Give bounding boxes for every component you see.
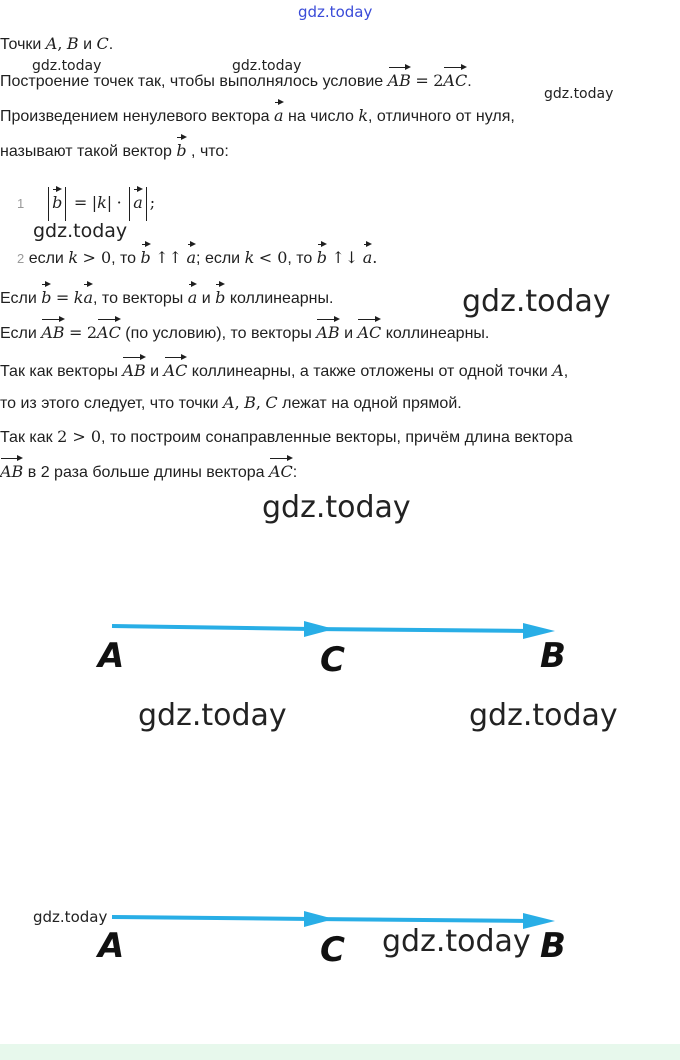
watermark-large-2: gdz.today	[262, 490, 411, 525]
ratio-vector-AC: AC	[269, 455, 293, 480]
point-C: C	[96, 34, 109, 53]
cdot: ·	[116, 193, 122, 212]
cl1-mid: , то векторы	[93, 290, 184, 307]
def-part3: , отличного от нуля,	[368, 108, 515, 125]
since2-prefix: Так как	[0, 429, 53, 446]
cond-mid: (по условию), то векторы	[125, 325, 312, 342]
build-prefix: Построение точек так, чтобы выполнялось условие	[0, 73, 384, 90]
watermark-small-1: gdz.today	[32, 58, 102, 74]
vector-AB: AB	[388, 64, 411, 89]
item2-vector-b2: b	[317, 241, 327, 266]
cond-vector-AC: AC	[97, 316, 121, 341]
condition-line	[0, 316, 489, 343]
def-part2: на число	[287, 108, 354, 125]
cond-and: и	[344, 325, 353, 342]
intro-line: Точки A, B и C.	[0, 34, 114, 53]
item2-lt0: < 0	[258, 248, 288, 267]
arrow-CB-line	[312, 629, 530, 631]
cond-vector-AC2: AC	[357, 316, 381, 341]
def-line2-prefix: называют такой вектор	[0, 143, 172, 160]
watermark-medium-1: gdz.today	[33, 220, 128, 242]
cl1-vector-a2: a	[188, 281, 198, 306]
ratio-mid: в 2 раза больше длины вектора	[27, 464, 265, 481]
number-k: k	[358, 106, 369, 125]
follow-prefix: то из этого следует, что точки	[0, 395, 219, 412]
watermark-large-1: gdz.today	[462, 284, 611, 319]
cond-collinear: коллинеарны.	[385, 325, 490, 342]
diagram1-label-B: B	[540, 636, 566, 676]
watermark-small-3: gdz.today	[544, 86, 614, 102]
since-point-A: A	[552, 361, 564, 380]
item2-then2: , то	[287, 250, 313, 267]
item2-k2: k	[244, 248, 255, 267]
definition-line-1	[0, 99, 515, 126]
follow-suffix: лежат на одной прямой.	[282, 395, 462, 412]
watermark-large-4: gdz.today	[469, 698, 618, 733]
since-vector-AC: AC	[164, 354, 188, 379]
ratio-line	[0, 455, 297, 482]
since-line: Так как векторы AB и AC коллинеарны, а также отложены от одной точки A,	[0, 354, 568, 381]
diagram2-label-C: C	[320, 930, 345, 970]
collinear-line-1	[0, 281, 333, 308]
follow-line: то из этого следует, что точки A, B, C лежат на одной прямой.	[0, 393, 462, 412]
def-line2-suffix: , что:	[191, 143, 229, 160]
abs-vector-a: a	[133, 186, 143, 211]
build-line: Построение точек так, чтобы выполнялось условие AB = 2AC.	[0, 64, 472, 91]
item2-k: k	[68, 248, 79, 267]
since2-line	[0, 427, 573, 447]
since-suffix: коллинеарны, а также отложены от одной точки	[191, 363, 548, 380]
def-part1: Произведением ненулевого вектора	[0, 108, 270, 125]
list-item-2	[17, 241, 377, 268]
footer-bar	[0, 1044, 680, 1060]
since2-ineq: 2 > 0	[57, 427, 102, 446]
watermark-large-5: gdz.today	[382, 924, 531, 959]
cl1-vector-b: b	[41, 281, 51, 306]
if-label-1: Если	[0, 290, 37, 307]
since-vector-AB: AB	[122, 354, 145, 379]
diagram1-label-A: A	[98, 636, 125, 676]
vector-b: b	[176, 134, 186, 159]
watermark-top: gdz.today	[298, 3, 373, 21]
vector-a: a	[274, 99, 284, 124]
point-A: A	[45, 34, 58, 53]
item2-semicolon: ; если	[196, 250, 241, 267]
item2-gt0: > 0	[82, 248, 112, 267]
equals-sign-2: =	[73, 193, 88, 212]
arrow-AC-line	[112, 626, 312, 629]
point-B: B	[66, 34, 79, 53]
since2-mid: , то построим сонаправленные векторы, причём длина вектора	[101, 429, 573, 446]
item2-dot: .	[372, 248, 378, 267]
cl1-vector-a: a	[83, 281, 93, 306]
codirected-sign: ↑↑	[155, 248, 183, 267]
watermark-large-3: gdz.today	[138, 698, 287, 733]
cond-eq: =	[68, 323, 83, 342]
abs-vector-b: b	[52, 186, 62, 211]
vector-AC: AC	[443, 64, 467, 89]
cl1-eq: =	[55, 288, 70, 307]
list-item-1	[17, 186, 155, 221]
watermark-small-2: gdz.today	[232, 58, 302, 74]
definition-line-2	[0, 134, 229, 161]
opposite-sign: ↑↓	[331, 248, 359, 267]
list-number-1: 1	[17, 196, 25, 211]
equals-sign: =	[415, 71, 429, 90]
cl1-and: и	[201, 290, 211, 307]
diagram1-label-C: C	[320, 640, 345, 680]
since-prefix: Так как векторы	[0, 363, 118, 380]
list-number-2: 2	[17, 251, 25, 266]
arrow2-AC-line	[112, 917, 312, 919]
item2-vector-a: a	[187, 241, 197, 266]
item2-vector-b: b	[141, 241, 151, 266]
abs-k: |k|	[91, 193, 113, 212]
follow-A: A	[223, 393, 235, 412]
since-and: и	[150, 363, 160, 380]
diagram2-label-B: B	[540, 926, 566, 966]
arrow2-CB-line	[312, 919, 530, 921]
watermark-small-4: gdz.today	[33, 908, 108, 926]
intro-and: и	[83, 36, 93, 53]
coef-2: 2	[433, 71, 444, 90]
intro-prefix: Точки	[0, 36, 42, 53]
item2-if: если	[28, 250, 64, 267]
ratio-vector-AB: AB	[0, 455, 23, 480]
semicolon: ;	[149, 193, 156, 212]
item2-vector-a2: a	[363, 241, 373, 266]
cond-vector-AB2: AB	[316, 316, 339, 341]
cl1-k: k	[73, 288, 84, 307]
diagram2-label-A: A	[98, 926, 125, 966]
cond-2: 2	[86, 323, 98, 342]
cl1-collinear: коллинеарны.	[229, 290, 334, 307]
cond-vector-AB: AB	[41, 316, 64, 341]
cl1-vector-b2: b	[215, 281, 225, 306]
follow-B: B	[244, 393, 256, 412]
ratio-end: :	[292, 464, 298, 481]
if-label-2: Если	[0, 325, 37, 342]
item2-then: , то	[111, 250, 137, 267]
follow-C: C	[265, 393, 278, 412]
